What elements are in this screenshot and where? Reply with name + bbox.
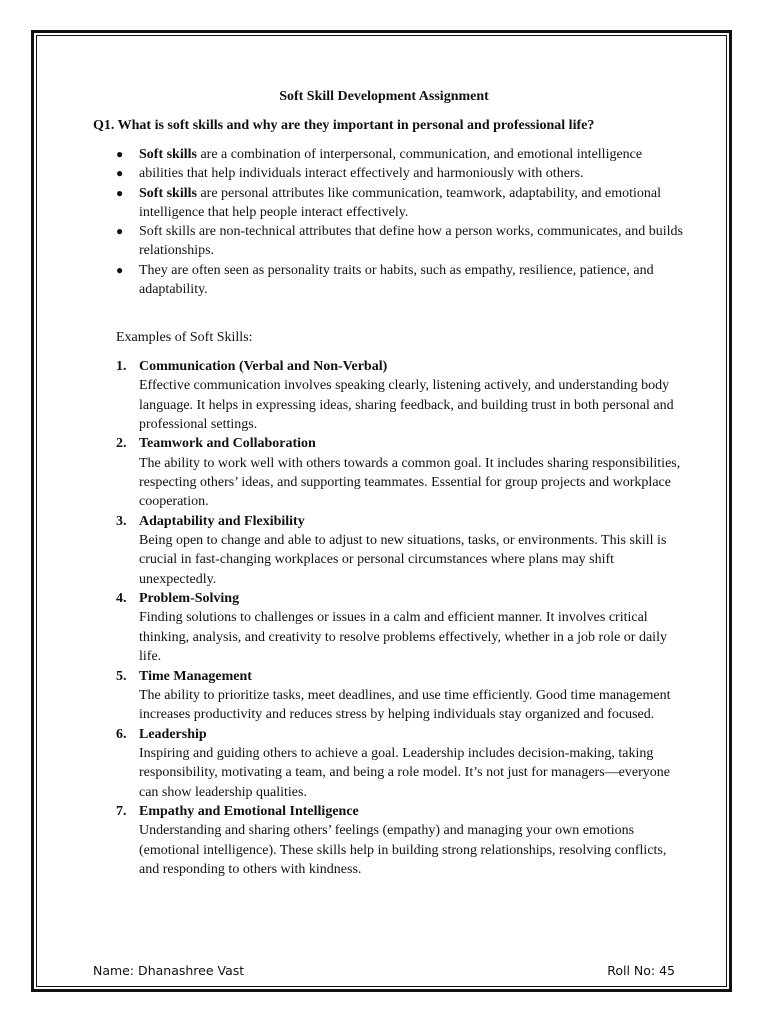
example-heading: Adaptability and Flexibility (139, 513, 305, 529)
example-item (116, 357, 684, 434)
bullet-bold-text: Soft skills (139, 185, 197, 201)
bullet-text: are personal attributes like communication, teamwork, adaptability, and emotional intelligence that help people interact effectively. (139, 185, 662, 220)
example-heading: Leadership (139, 726, 207, 742)
example-number: 6. (116, 726, 127, 742)
example-heading: Teamwork and Collaboration (139, 436, 316, 452)
example-body: Inspiring and guiding others to achieve a goal. Leadership includes decision-making, taking responsibility, motivating a team, and being a role model. It’s not just for managers—everyone can show leadership qualities. (139, 745, 670, 800)
examples-numbered-list (116, 357, 684, 879)
bullet-text: are a combination of interpersonal, communication, and emotional intelligence (196, 147, 643, 162)
example-heading: Time Management (139, 668, 252, 684)
example-body: The ability to prioritize tasks, meet deadlines, and use time efficiently. Good time management increases productivity and reduces stress by helping individuals stay organized and focused. (139, 687, 671, 723)
bullet-item (116, 145, 684, 164)
example-body: Finding solutions to challenges or issues in a calm and efficient manner. It involves critical thinking, analysis, and creativity to resolve problems effectively, whether in a job role or daily life. (139, 610, 667, 665)
example-number: 4. (116, 591, 127, 607)
example-number: 7. (116, 803, 127, 819)
bullet-text: They are often seen as personality traits or habits, such as empathy, resilience, patience, and adaptability. (139, 262, 654, 298)
document-title: Soft Skill Development Assignment (279, 89, 489, 104)
example-body: Being open to change and able to adjust to new situations, tasks, or environments. This skill is crucial in fast-changing workplaces or personal circumstances where plans may shift unexpectedly. (139, 533, 667, 587)
bullet-icon: ● (116, 147, 124, 161)
example-item (116, 589, 684, 666)
bullet-icon: ● (116, 166, 124, 181)
examples-label: Examples of Soft Skills: (116, 330, 253, 345)
example-item (116, 667, 684, 725)
definition-bullet-list (116, 145, 684, 299)
example-body: Understanding and sharing others’ feelings (empathy) and managing your own emotions (emotional intelligence). These skills help in building strong relationships, resolving conflicts, and responding to others with kindness. (139, 823, 667, 877)
bullet-icon: ● (116, 185, 124, 200)
example-heading: Problem-Solving (139, 591, 240, 607)
example-item (116, 725, 684, 802)
example-number: 3. (116, 513, 127, 529)
example-heading: Empathy and Emotional Intelligence (139, 803, 359, 819)
example-item (116, 802, 684, 879)
footer-student-name: Name: Dhanashree Vast (93, 963, 245, 978)
bullet-item (116, 222, 684, 261)
bullet-icon: ● (116, 262, 124, 277)
example-body: The ability to work well with others towards a common goal. It includes sharing responsibilities, respecting others’ ideas, and supporting teammates. Essential for group projects and workplace cooperation. (139, 455, 681, 510)
example-number: 5. (116, 668, 127, 684)
example-body: Effective communication involves speaking clearly, listening actively, and understanding body language. It helps in expressing ideas, sharing feedback, and building trust in both personal and professional settings. (139, 378, 674, 433)
bullet-item (116, 184, 684, 223)
bullet-item (116, 164, 684, 183)
bullet-text: abilities that help individuals interact effectively and harmoniously with others. (139, 166, 584, 182)
example-item (116, 512, 684, 589)
footer-roll-number: Roll No: 45 (607, 963, 675, 978)
example-number: 1. (116, 359, 127, 374)
example-heading: Communication (Verbal and Non-Verbal) (139, 359, 388, 374)
example-number: 2. (116, 436, 127, 452)
bullet-text: Soft skills are non-technical attributes that define how a person works, communicates, and builds relationships. (139, 224, 683, 259)
question-heading: Q1. What is soft skills and why are they important in personal and professional life? (93, 118, 595, 133)
bullet-icon: ● (116, 224, 124, 239)
bullet-bold-text: Soft skills (139, 147, 197, 162)
example-item (116, 434, 684, 511)
bullet-item (116, 261, 684, 300)
